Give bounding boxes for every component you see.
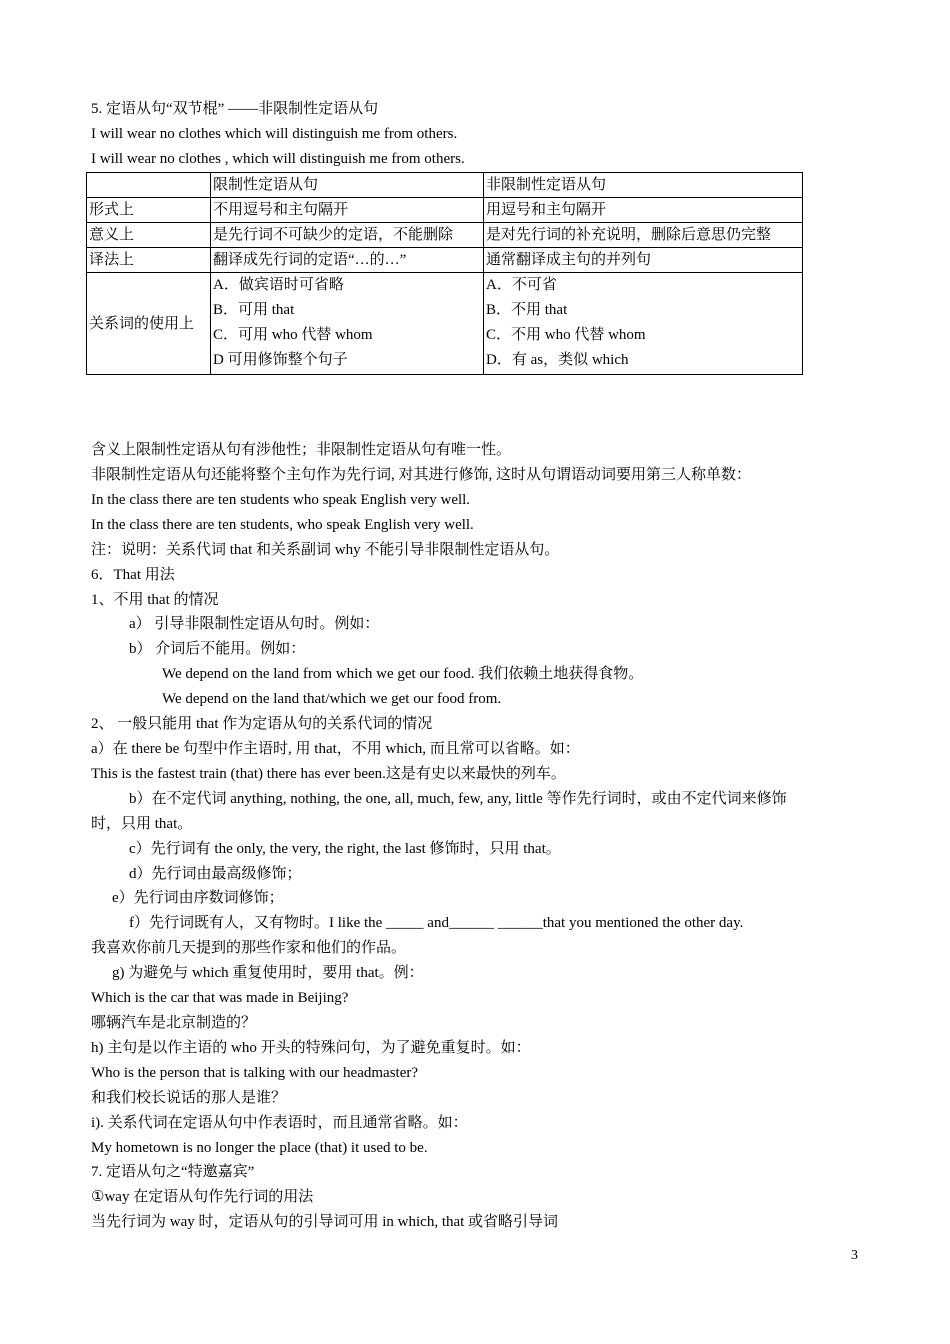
translation-line: 和我们校长说话的那人是谁？ bbox=[91, 1090, 287, 1106]
table-cell: 形式上 bbox=[87, 198, 211, 223]
subheading: ①way 在定语从句作先行词的用法 bbox=[91, 1189, 314, 1205]
paragraph-line: 含义上限制性定语从句有涉他性；非限制性定语从句有唯一性。 bbox=[91, 442, 512, 458]
table-header-cell: 非限制性定语从句 bbox=[484, 173, 803, 198]
list-item-continuation: 时，只用 that。 bbox=[91, 816, 193, 832]
table-row-usage bbox=[87, 273, 803, 375]
list-item: b） 介词后不能用。例如： bbox=[129, 641, 306, 657]
table-cell: 译法上 bbox=[87, 248, 211, 273]
table-cell-nonrestrictive-usage bbox=[484, 273, 803, 375]
usage-item: A．做宾语时可省略 bbox=[213, 277, 344, 293]
table-cell: 通常翻译成主句的并列句 bbox=[484, 248, 803, 273]
table-cell: 翻译成先行词的定语“…的…” bbox=[211, 248, 484, 273]
example-sentence: My hometown is no longer the place (that) it used to be. bbox=[91, 1140, 428, 1156]
example-sentence: In the class there are ten students, who speak English very well. bbox=[91, 517, 474, 533]
example-sentence: In the class there are ten students who speak English very well. bbox=[91, 492, 471, 508]
section-heading-6: 6．That 用法 bbox=[91, 567, 175, 583]
example-sentence: Who is the person that is talking with our headmaster? bbox=[91, 1065, 419, 1081]
usage-item: C．可用 who 代替 whom bbox=[213, 327, 373, 343]
list-item: i). 关系代词在定语从句中作表语时，而且通常省略。如： bbox=[91, 1115, 468, 1131]
example-sentence-nonrestrictive: I will wear no clothes , which will distinguish me from others. bbox=[91, 151, 465, 167]
example-sentence: This is the fastest train (that) there has ever been.这是有史以来最快的列车。 bbox=[91, 766, 566, 782]
paragraph-line: 非限制性定语从句还能将整个主句作为先行词, 对其进行修饰, 这时从句谓语动词要用第三人称单数： bbox=[91, 467, 752, 483]
list-item: a） 引导非限制性定语从句时。例如： bbox=[129, 616, 380, 632]
example-sentence-restrictive: I will wear no clothes which will distinguish me from others. bbox=[91, 126, 458, 142]
table-cell: 是先行词不可缺少的定语，不能删除 bbox=[211, 223, 484, 248]
usage-item: D 可用修饰整个句子 bbox=[213, 352, 348, 368]
table-header-cell bbox=[87, 173, 211, 198]
list-item: d）先行词由最高级修饰； bbox=[129, 866, 302, 882]
usage-item: B．不用 that bbox=[486, 302, 568, 318]
paragraph-line: 当先行词为 way 时，定语从句的引导词可用 in which, that 或省略引导词 bbox=[91, 1214, 559, 1230]
table-cell: 意义上 bbox=[87, 223, 211, 248]
translation-line: 哪辆汽车是北京制造的？ bbox=[91, 1015, 257, 1031]
table-row bbox=[87, 198, 803, 223]
usage-item: C．不用 who 代替 whom bbox=[486, 327, 646, 343]
translation-line: 我喜欢你前几天提到的那些作家和他们的作品。 bbox=[91, 940, 407, 956]
table-cell-restrictive-usage bbox=[211, 273, 484, 375]
table-cell: 用逗号和主句隔开 bbox=[484, 198, 803, 223]
page-number: 3 bbox=[851, 1248, 858, 1263]
example-sentence: We depend on the land that/which we get our food from. bbox=[162, 691, 502, 707]
subheading: 2、 一般只能用 that 作为定语从句的关系代词的情况 bbox=[91, 716, 433, 732]
list-item: e）先行词由序数词修饰； bbox=[112, 890, 284, 906]
note-line: 注：说明：关系代词 that 和关系副词 why 不能引导非限制性定语从句。 bbox=[91, 542, 560, 558]
list-item: c）先行词有 the only, the very, the right, the last 修饰时，只用 that。 bbox=[129, 841, 561, 857]
table-row bbox=[87, 223, 803, 248]
subheading: 1、不用 that 的情况 bbox=[91, 592, 219, 608]
list-item: g) 为避免与 which 重复使用时，要用 that。例： bbox=[112, 965, 424, 981]
example-sentence: Which is the car that was made in Beijing? bbox=[91, 990, 349, 1006]
list-item: h) 主句是以作主语的 who 开头的特殊问句，为了避免重复时。如： bbox=[91, 1040, 531, 1056]
table-cell: 是对先行词的补充说明，删除后意思仍完整 bbox=[484, 223, 803, 248]
usage-item: A．不可省 bbox=[486, 277, 557, 293]
table-header-row bbox=[87, 173, 803, 198]
comparison-table bbox=[86, 172, 803, 375]
table-header-cell: 限制性定语从句 bbox=[211, 173, 484, 198]
example-sentence: We depend on the land from which we get our food. 我们依赖土地获得食物。 bbox=[162, 666, 644, 682]
table-row bbox=[87, 248, 803, 273]
table-cell: 不用逗号和主句隔开 bbox=[211, 198, 484, 223]
section-heading-5: 5. 定语从句“双节棍” ——非限制性定语从句 bbox=[91, 101, 379, 117]
table-cell: 关系词的使用上 bbox=[87, 273, 211, 375]
usage-item: D．有 as，类似 which bbox=[486, 352, 629, 368]
section-heading-7: 7. 定语从句之“特邀嘉宾” bbox=[91, 1164, 255, 1180]
list-item: f）先行词既有人，又有物时。I like the _____ and______ ______that you mentioned the other day. bbox=[129, 915, 744, 931]
usage-item: B．可用 that bbox=[213, 302, 295, 318]
list-item: b）在不定代词 anything, nothing, the one, all, much, few, any, little 等作先行词时，或由不定代词来修饰 bbox=[129, 791, 787, 807]
list-item: a）在 there be 句型中作主语时, 用 that，不用 which, 而且常可以省略。如： bbox=[91, 741, 580, 757]
